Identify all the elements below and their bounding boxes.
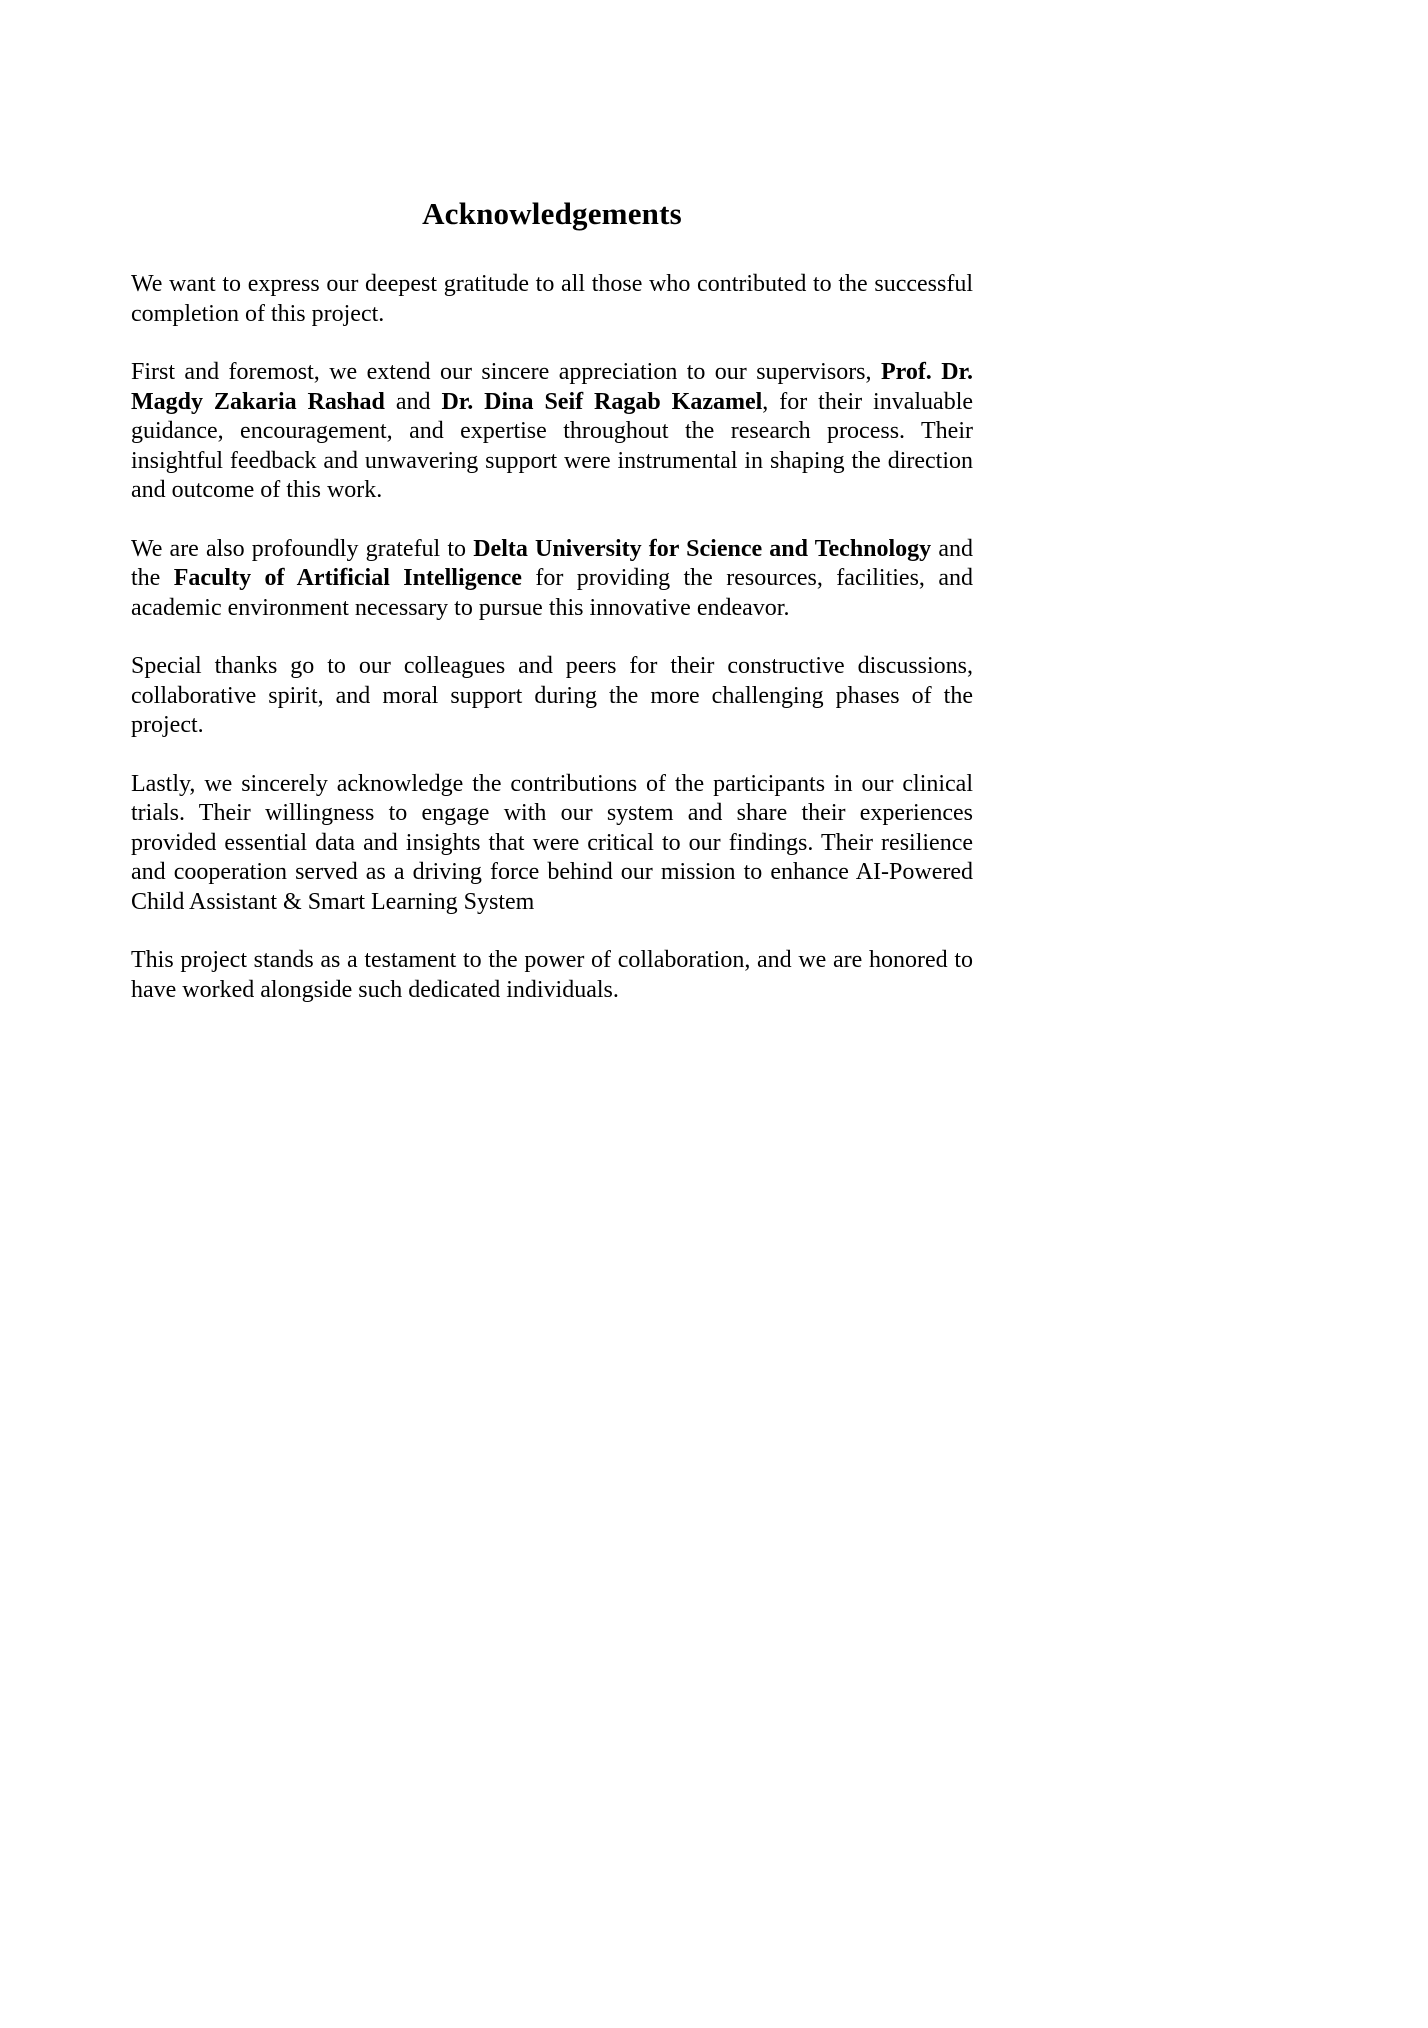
page-title: Acknowledgements xyxy=(422,196,682,231)
bold-text-segment: Faculty of Artificial Intelligence xyxy=(173,565,522,592)
body-text-segment: Special thanks go to our colleagues and peers for their constructive discussions, collaborative spirit, and moral support during the more challenging phases of the project. xyxy=(131,653,973,739)
paragraphs-container xyxy=(131,270,973,1005)
body-text-segment: First and foremost, we extend our sincere appreciation to our supervisors, xyxy=(131,359,881,386)
body-text-segment: We are also profoundly grateful to xyxy=(131,535,474,562)
body-text-segment: Lastly, we sincerely acknowledge the contributions of the participants in our clinical trials. Their willingness to engage with our system and share their experiences provided essential data and insights that were critical to our findings. Their resilience and cooperation served as a driving force behind our mission to enhance AI-Powered Child Assistant & Smart Learning System xyxy=(131,770,973,915)
bold-text-segment: Delta University for Science and Technology xyxy=(473,535,932,562)
page-content xyxy=(131,196,973,1034)
paragraph xyxy=(131,270,973,329)
body-text-segment: We want to express our deepest gratitude to all those who contributed to the successful completion of this project. xyxy=(131,271,973,327)
body-text-segment: This project stands as a testament to the power of collaboration, and we are honored to have worked alongside such dedicated individuals. xyxy=(131,947,973,1003)
body-text-segment: and the xyxy=(131,535,973,592)
paragraph xyxy=(131,358,973,506)
body-text-segment: and xyxy=(384,388,442,415)
body-text-segment: for providing the resources, facilities, and academic environment necessary to pursue this innovative endeavor. xyxy=(131,565,973,621)
paragraph xyxy=(131,946,973,1005)
paragraph xyxy=(131,770,973,918)
paragraph xyxy=(131,535,973,624)
body-text-segment: , for their invaluable guidance, encouragement, and expertise throughout the research process. Their insightful feedback and unwavering support were instrumental in shaping the direction and outcome of this work. xyxy=(131,388,974,504)
bold-text-segment: Prof. Dr. Magdy Zakaria Rashad xyxy=(131,359,973,415)
bold-text-segment: Dr. Dina Seif Ragab Kazamel xyxy=(441,388,763,415)
paragraph xyxy=(131,652,973,741)
